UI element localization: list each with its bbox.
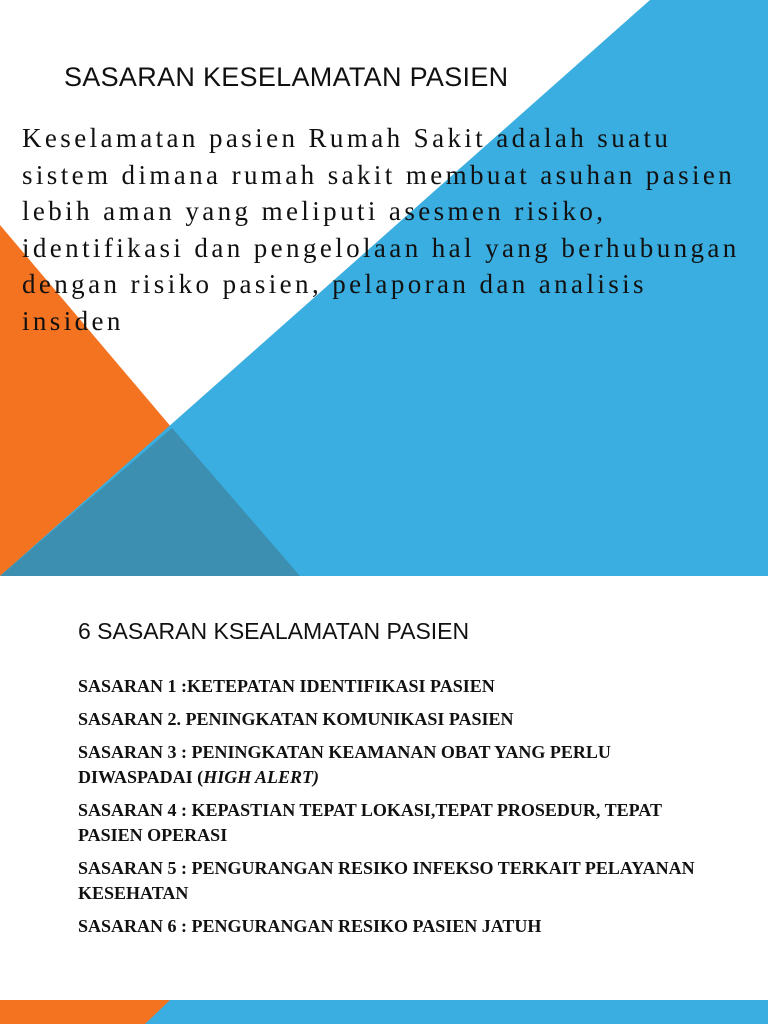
target-item-6: SASARAN 6 : PENGURANGAN RESIKO PASIEN JATUH [78, 916, 542, 936]
target-item-5: SASARAN 5 : PENGURANGAN RESIKO INFEKSO TERKAIT PELAYANAN KESEHATAN [78, 858, 695, 903]
target-item-1: SASARAN 1 :KETEPATAN IDENTIFIKASI PASIEN [78, 676, 495, 696]
slide-1-title: SASARAN KESELAMATAN PASIEN [64, 62, 509, 92]
safety-target-list [78, 674, 718, 947]
target-item-2: SASARAN 2. PENINGKATAN KOMUNIKASI PASIEN [78, 709, 514, 729]
slide-2 [0, 576, 768, 1024]
bottom-bar-orange [0, 1000, 170, 1024]
slide-2-bottom-accent-bar [0, 1000, 768, 1024]
bottom-bar-blue [145, 1000, 768, 1024]
target-item-3: SASARAN 3 : PENINGKATAN KEAMANAN OBAT YANG PERLU DIWASPADAI (HIGH ALERT) [78, 742, 611, 787]
slide-1-body-text: Keselamatan pasien Rumah Sakit adalah suatu sistem dimana rumah sakit membuat asuhan pasien lebih aman yang meliputi asesmen risiko, identifikasi dan pengelolaan hal yang berhubungan dengan risiko pasien, pelaporan dan analisis insiden [22, 123, 740, 336]
target-item-4: SASARAN 4 : KEPASTIAN TEPAT LOKASI,TEPAT PROSEDUR, TEPAT PASIEN OPERASI [78, 800, 662, 845]
slide-2-title: 6 SASARAN KSEALAMATAN PASIEN [78, 618, 470, 644]
high-alert-emphasis: HIGH ALERT) [203, 767, 320, 787]
